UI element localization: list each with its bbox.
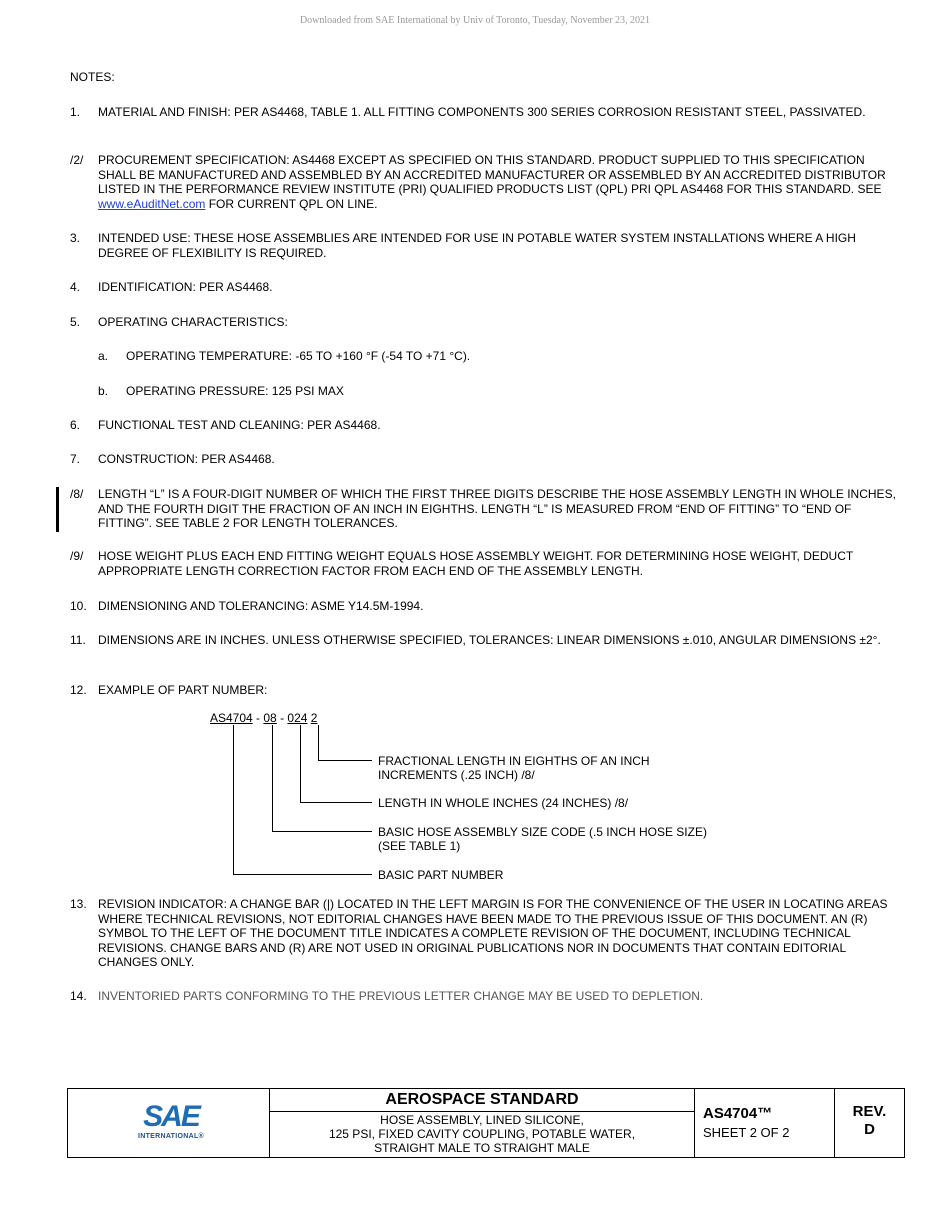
note-text: REVISION INDICATOR: A CHANGE BAR (|) LOCATED IN THE LEFT MARGIN IS FOR THE CONVENIENCE OF THE USER IN LOCATING AREAS WHERE TECHNICAL REVISIONS, NOT EDITORIAL CHANGES HAVE BEEN MADE TO THE PREVIOUS ISSUE OF THIS DOCUMENT. AN (R) SYMBOL TO THE LEFT OF THE DOCUMENT TITLE INDICATES A COMPLETE REVISION OF THE DOCUMENT, INCLUDING TECHNICAL REVISIONS. CHANGE BARS AND (R) ARE NOT USED IN ORIGINAL PUBLICATIONS NOR IN DOCUMENTS THAT CONTAIN EDITORIAL CHANGES ONLY. — [98, 897, 888, 969]
revision-value: D — [864, 1121, 875, 1138]
download-watermark: Downloaded from SAE International by Univ of Toronto, Tuesday, November 23, 2021 — [299, 15, 651, 26]
label-line: BASIC PART NUMBER — [378, 868, 504, 882]
note-number: 1. — [70, 105, 81, 119]
leader-size — [273, 725, 373, 832]
label-line: BASIC HOSE ASSEMBLY SIZE CODE (.5 INCH HOSE SIZE) — [378, 825, 707, 839]
note-text: INTENDED USE: THESE HOSE ASSEMBLIES ARE INTENDED FOR USE IN POTABLE WATER SYSTEM INSTALLATIONS WHERE A HIGH DEGREE OF FLEXIBILITY IS REQUIRED. — [98, 231, 856, 260]
description-line: 125 PSI, FIXED CAVITY COUPLING, POTABLE WATER, — [328, 1127, 636, 1141]
pn-size-code: 08 — [263, 711, 277, 725]
label-whole-length — [378, 796, 798, 810]
title-block-title-cell — [270, 1089, 695, 1157]
note-number: 11. — [70, 633, 86, 647]
label-basic-part-number — [378, 868, 798, 882]
leader-fraction — [319, 725, 373, 761]
eauditnet-link[interactable]: www.eAuditNet.com — [98, 196, 206, 211]
title-block-logo-cell — [68, 1089, 270, 1157]
note-number: b. — [98, 384, 109, 398]
leader-base — [234, 725, 373, 875]
note-number: /8/ — [70, 487, 84, 501]
label-line: INCREMENTS (.25 INCH) /8/ — [378, 768, 535, 782]
note-text: EXAMPLE OF PART NUMBER: — [98, 683, 268, 697]
note-text: LENGTH “L” IS A FOUR-DIGIT NUMBER OF WHICH THE FIRST THREE DIGITS DESCRIBE THE HOSE ASSEMBLY LENGTH IN WHOLE INCHES, AND THE FOURTH DIGIT THE FRACTION OF AN INCH IN EIGHTHS. LENGTH “L” IS MEASURED FROM “END OF FITTING” TO “END OF FITTING”. SEE TABLE 2 FOR LENGTH TOLERANCES. — [98, 487, 896, 530]
label-line: FRACTIONAL LENGTH IN EIGHTHS OF AN INCH — [378, 754, 650, 768]
note-text: DIMENSIONING AND TOLERANCING: ASME Y14.5M-1994. — [98, 599, 424, 613]
note-text: FUNCTIONAL TEST AND CLEANING: PER AS4468. — [98, 418, 381, 432]
sae-logo — [136, 1101, 206, 1147]
note-text-part: FOR CURRENT QPL ON LINE. — [205, 196, 378, 211]
note-text: OPERATING PRESSURE: 125 PSI MAX — [126, 384, 344, 398]
label-size-code — [378, 825, 798, 853]
description-line: STRAIGHT MALE TO STRAIGHT MALE — [374, 1141, 590, 1155]
note-number: 4. — [70, 280, 81, 294]
title-block — [67, 1088, 905, 1158]
note-text-part: PROCUREMENT SPECIFICATION: AS4468 EXCEPT AS SPECIFIED ON THIS STANDARD. PRODUCT SUPPLIED TO THIS SPECIFICATION SHALL BE MANUFACTURED AND ASSEMBLED BY AN ACCREDITED MANUFACTURER OR ASSEMBLED BY AN ACCREDITED DISTRIBUTOR LISTED IN THE PERFORMANCE REVIEW INSTITUTE (PRI) QUALIFIED PRODUCTS LIST (QPL) PRI QPL AS4468 FOR THIS STANDARD. SEE — [98, 153, 886, 196]
note-text: MATERIAL AND FINISH: PER AS4468, TABLE 1. ALL FITTING COMPONENTS 300 SERIES CORROSION RESISTANT STEEL, PASSIVATED. — [98, 105, 866, 119]
label-line: (SEE TABLE 1) — [378, 839, 461, 853]
sae-logo-mark: SAE — [143, 1100, 199, 1133]
title-block-revision-cell — [835, 1089, 904, 1157]
note-text: CONSTRUCTION: PER AS4468. — [98, 452, 275, 466]
note-text: HOSE WEIGHT PLUS EACH END FITTING WEIGHT EQUALS HOSE ASSEMBLY WEIGHT. FOR DETERMINING HOSE WEIGHT, DEDUCT APPROPRIATE LENGTH CORRECTION FACTOR FROM EACH END OF THE ASSEMBLY LENGTH. — [98, 549, 853, 578]
leader-length — [301, 725, 373, 803]
sae-logo-subtext: INTERNATIONAL® — [137, 1133, 204, 1140]
note-text: OPERATING TEMPERATURE: -65 TO +160 °F (-54 TO +71 °C). — [126, 349, 471, 363]
note-text: OPERATING CHARACTERISTICS: — [98, 315, 288, 329]
notes-heading: NOTES: — [70, 70, 115, 84]
label-line: LENGTH IN WHOLE INCHES (24 INCHES) /8/ — [378, 796, 629, 810]
pn-separator: - — [252, 711, 264, 725]
note-number: 13. — [70, 897, 87, 911]
note-text: INVENTORIED PARTS CONFORMING TO THE PREVIOUS LETTER CHANGE MAY BE USED TO DEPLETION. — [98, 989, 704, 1003]
title-block-number-cell — [695, 1089, 835, 1157]
pn-base: AS4704 — [210, 711, 253, 725]
pn-separator: - — [276, 711, 288, 725]
note-number: 10. — [70, 599, 87, 613]
note-number: 3. — [70, 231, 81, 245]
description-line: HOSE ASSEMBLY, LINED SILICONE, — [380, 1113, 584, 1127]
pn-fraction: 2 — [310, 711, 318, 725]
note-number: 7. — [70, 452, 81, 466]
note-number: a. — [98, 349, 109, 363]
label-fractional-length — [378, 754, 798, 782]
revision — [835, 1103, 904, 1139]
pn-length: 024 — [287, 711, 308, 725]
note-number: 12. — [70, 683, 87, 697]
document-number: AS4704™ — [703, 1105, 773, 1122]
note-number: 5. — [70, 315, 81, 329]
revision-label: REV. — [852, 1103, 887, 1120]
note-number: 6. — [70, 418, 81, 432]
sheet-number: SHEET 2 OF 2 — [703, 1125, 790, 1140]
note-number: /2/ — [70, 153, 84, 167]
note-number: 14. — [70, 989, 87, 1003]
note-number: /9/ — [70, 549, 84, 563]
note-text: IDENTIFICATION: PER AS4468. — [98, 280, 273, 294]
note-text: DIMENSIONS ARE IN INCHES. UNLESS OTHERWISE SPECIFIED, TOLERANCES: LINEAR DIMENSIONS ±.010, ANGULAR DIMENSIONS ±2°. — [98, 633, 881, 647]
standard-title: AEROSPACE STANDARD — [270, 1089, 694, 1112]
document-description — [270, 1113, 694, 1155]
